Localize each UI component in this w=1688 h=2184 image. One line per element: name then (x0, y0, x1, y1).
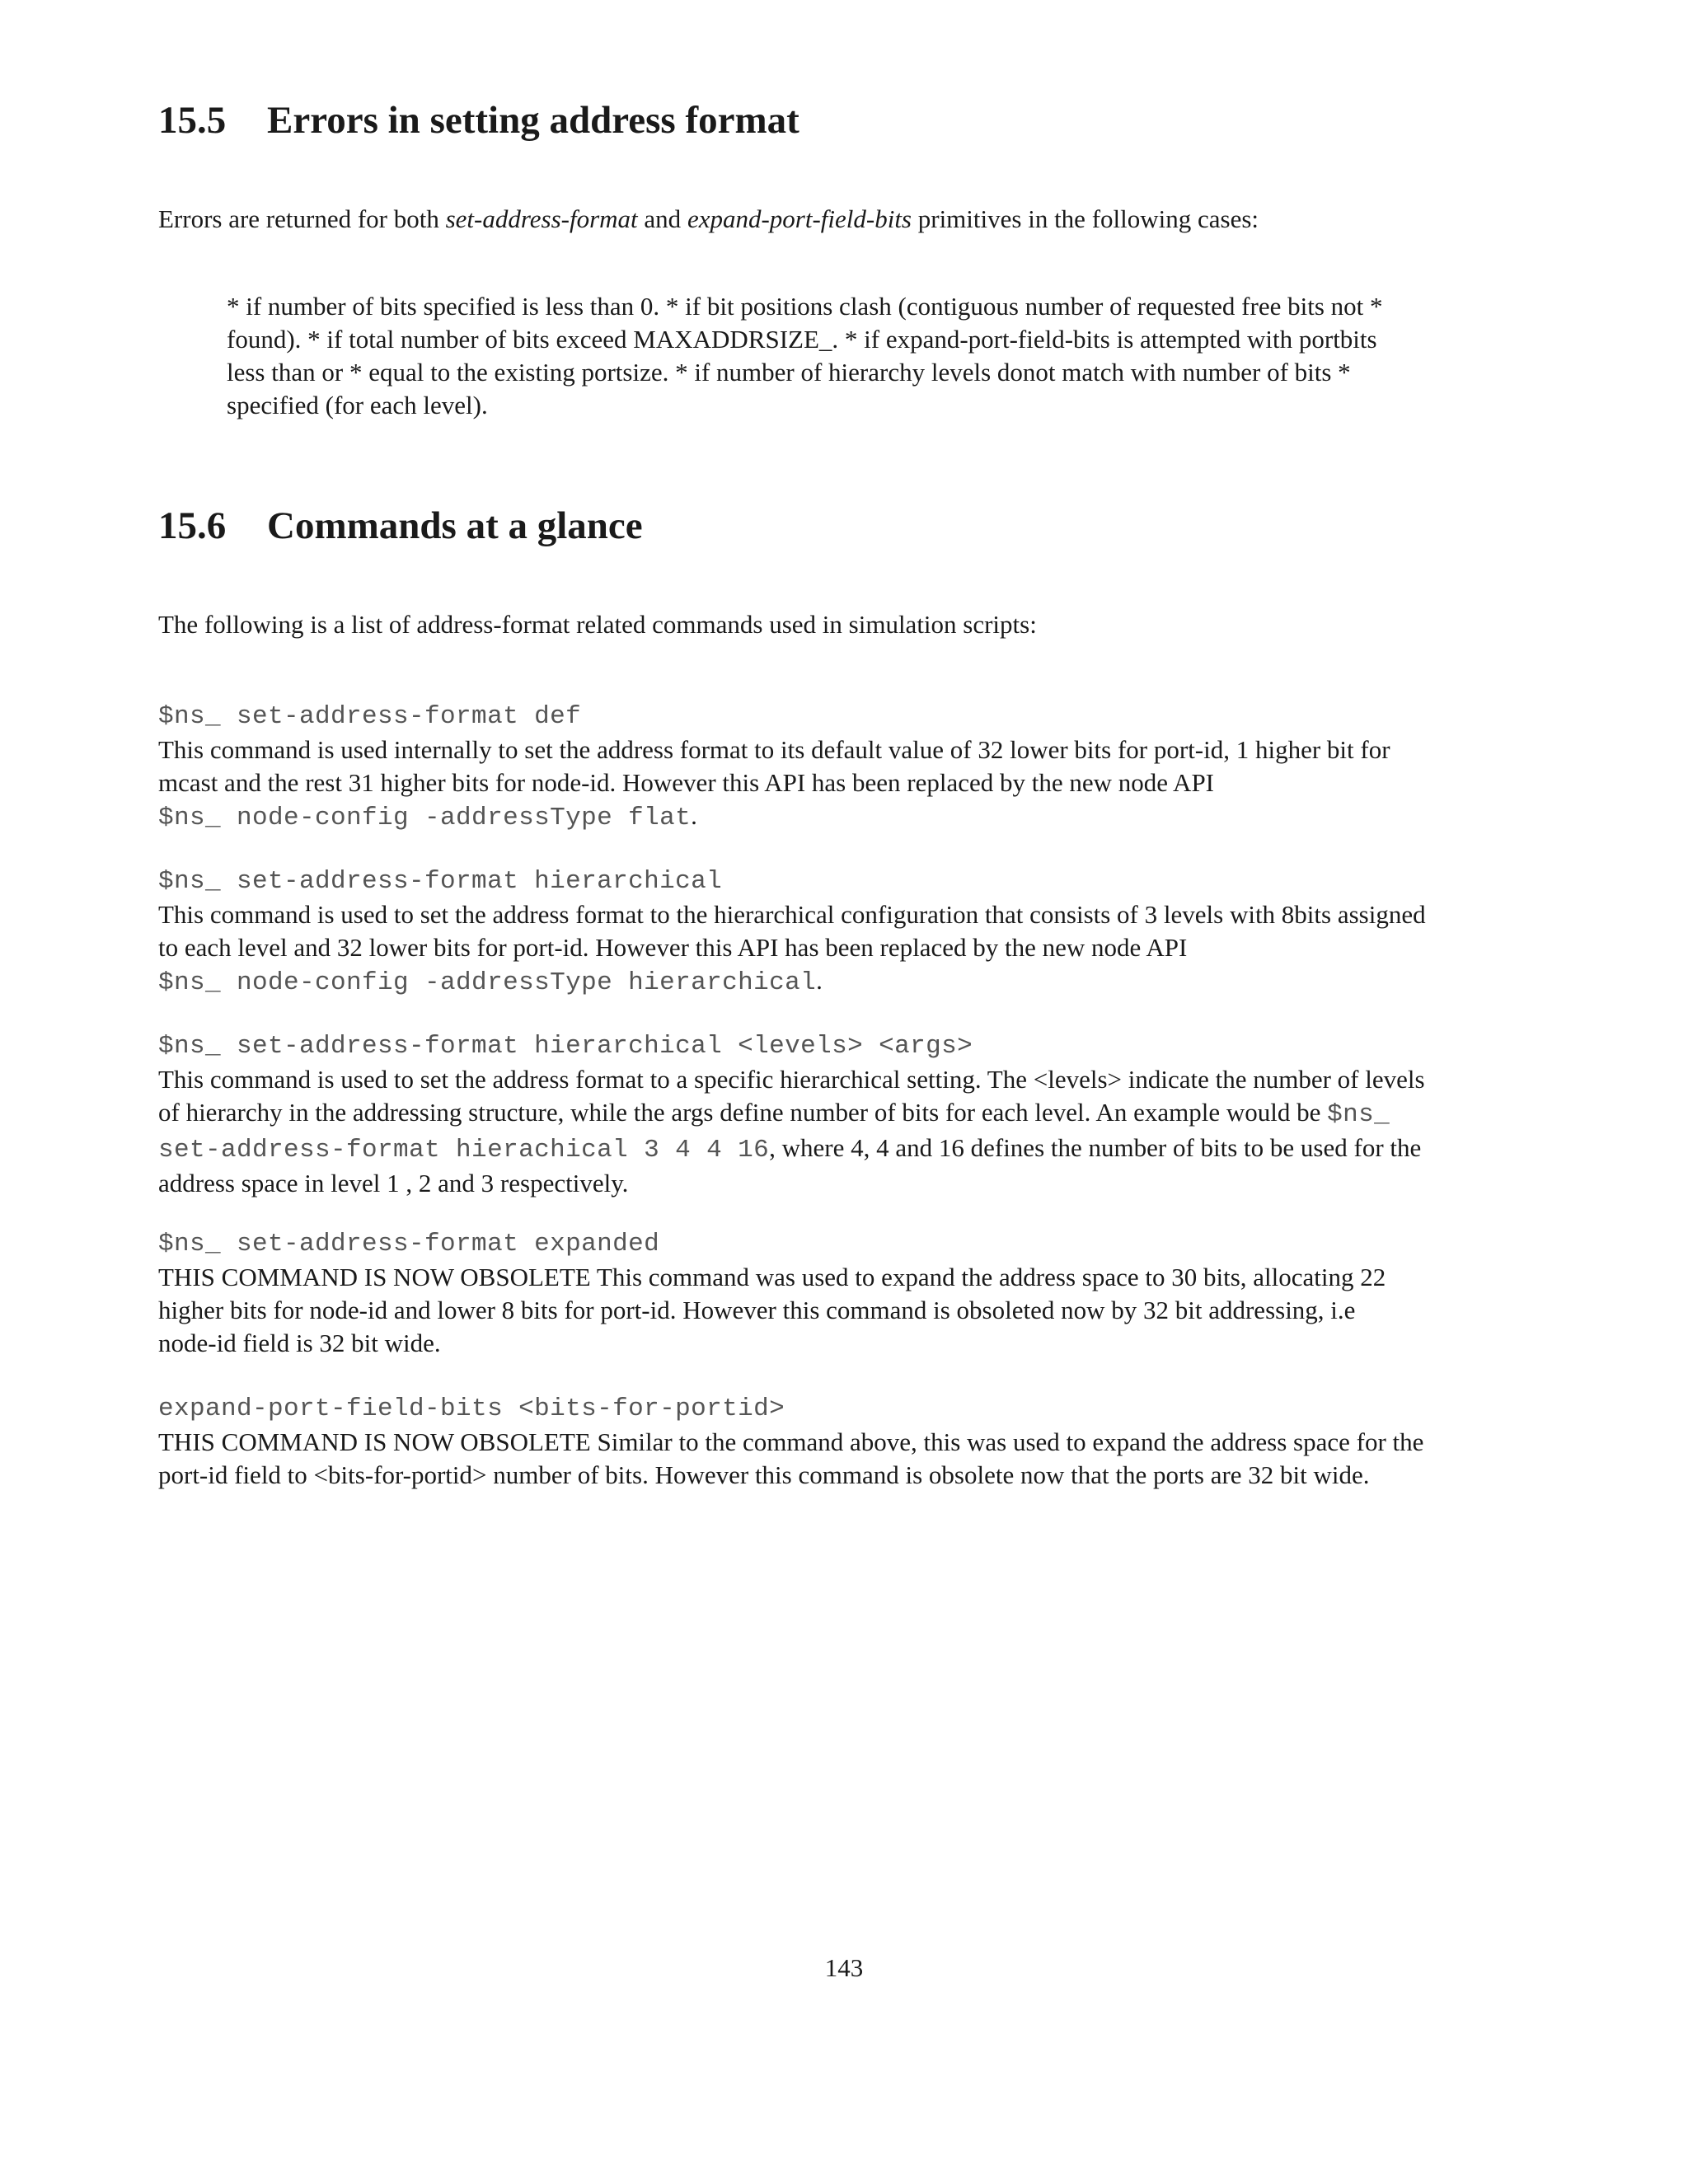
command-description-line: This command is used to set the address format to a specific hierarchical setting. The <levels> indicate the number of levels (158, 1065, 1425, 1094)
command-description-line: This command is used internally to set the address format to its default value of 32 lower bits for port-id, 1 higher bit for (158, 735, 1390, 764)
command-description-line: $ns_ node-config -addressType hierarchical. (158, 966, 823, 997)
command-description-line: THIS COMMAND IS NOW OBSOLETE Similar to the command above, this was used to expand the address space for the (158, 1427, 1424, 1456)
quote-line: specified (for each level). (227, 391, 488, 419)
command-description-line: node-id field is 32 bit wide. (158, 1329, 441, 1357)
command-entry-hierarchical (158, 863, 1559, 1000)
section-number: 15.5 (158, 99, 227, 142)
command-description-line: to each level and 32 lower bits for port-id. However this API has been replaced by the new node API (158, 933, 1188, 962)
command-entry-expand-port-field-bits (158, 1390, 1559, 1492)
command-signature: expand-port-field-bits <bits-for-portid> (158, 1394, 785, 1423)
quote-line: less than or * equal to the existing portsize. * if number of hierarchy levels donot match with number of bits * (227, 358, 1351, 387)
section-number: 15.6 (158, 504, 227, 547)
command-description-line: This command is used to set the address format to the hierarchical configuration that consists of 3 levels with 8bits assigned (158, 900, 1426, 929)
quote-line: * if number of bits specified is less than 0. * if bit positions clash (contiguous number of requested free bits not * (227, 292, 1383, 321)
quote-line: found). * if total number of bits exceed MAXADDRSIZE_. * if expand-port-field-bits is attempted with portbits (227, 325, 1377, 354)
command-entry-expanded (158, 1226, 1559, 1360)
command-description-line: set-address-format hierachical 3 4 4 16, where 4, 4 and 16 defines the number of bits to be used for the (158, 1133, 1422, 1165)
command-description-line: mcast and the rest 31 higher bits for node-id. However this API has been replaced by the new node API (158, 768, 1215, 797)
section-title: Errors in setting address format (267, 99, 799, 142)
errors-intro-paragraph: Errors are returned for both set-address-format and expand-port-field-bits primitives in the following cases: (158, 204, 1259, 233)
section-heading-15-5 (158, 97, 799, 143)
commands-intro-paragraph: The following is a list of address-format related commands used in simulation scripts: (158, 610, 1037, 639)
set-address-format-term: set-address-format (445, 204, 638, 233)
command-signature: $ns_ set-address-format expanded (158, 1230, 660, 1258)
error-cases-quote (227, 290, 1644, 422)
command-description-line: THIS COMMAND IS NOW OBSOLETE This command was used to expand the address space to 30 bits, allocating 22 (158, 1263, 1386, 1291)
command-description-line: higher bits for node-id and lower 8 bits for port-id. However this command is obsoleted now by 32 bit addressing, i.e (158, 1296, 1356, 1324)
command-entry-hierarchical-levels (158, 1028, 1559, 1200)
command-signature: $ns_ set-address-format hierarchical (158, 867, 723, 896)
command-description-line: address space in level 1 , 2 and 3 respectively. (158, 1169, 629, 1197)
command-signature: $ns_ set-address-format hierarchical <levels> <args> (158, 1032, 973, 1061)
command-entry-def (158, 698, 1559, 835)
expand-port-field-bits-term: expand-port-field-bits (687, 204, 912, 233)
command-description-line: of hierarchy in the addressing structure, while the args define number of bits for each level. An example would be $ns_ (158, 1098, 1390, 1129)
page-number: 143 (824, 1953, 864, 1982)
command-description-line: $ns_ node-config -addressType flat. (158, 801, 697, 832)
command-signature: $ns_ set-address-format def (158, 702, 582, 731)
section-heading-15-6 (158, 503, 643, 549)
section-title: Commands at a glance (267, 504, 643, 547)
command-description-line: port-id field to <bits-for-portid> number of bits. However this command is obsolete now that the ports are 32 bit wide. (158, 1460, 1370, 1489)
